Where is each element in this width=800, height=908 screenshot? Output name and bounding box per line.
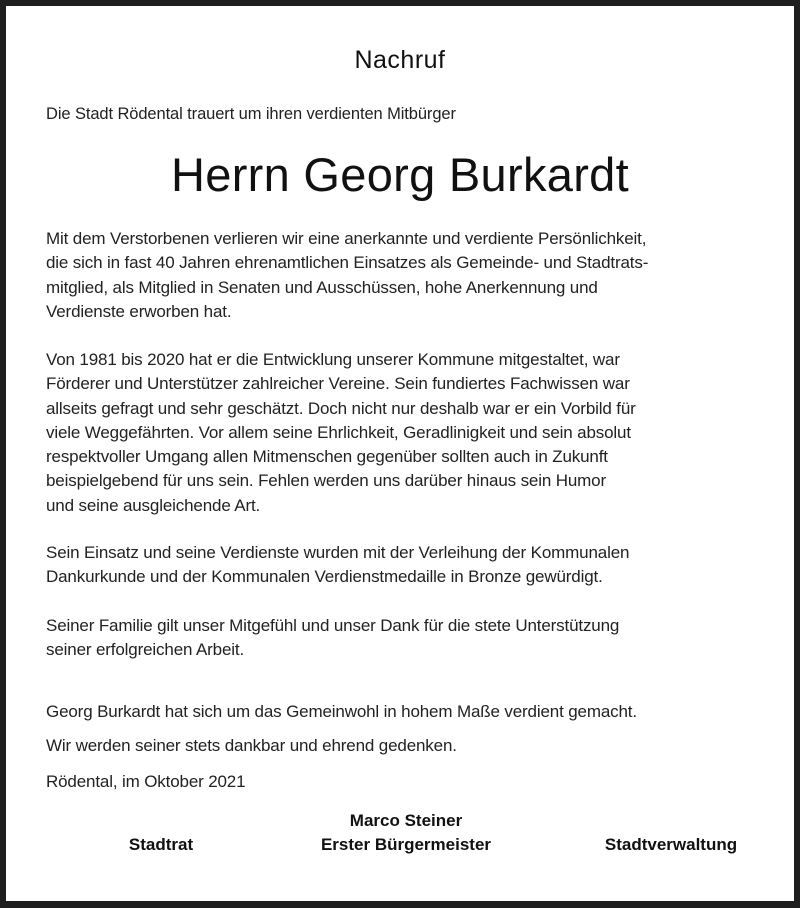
text-line: seiner erfolgreichen Arbeit.: [46, 640, 245, 660]
paragraph-family: [46, 614, 766, 663]
paragraph-career: [46, 348, 766, 518]
paragraph-merit: [46, 700, 766, 724]
text-line: Rödental, im Oktober 2021: [46, 772, 246, 791]
obituary-notice: [6, 6, 794, 901]
text-line: Wir werden seiner stets dankbar und ehrend gedenken.: [46, 736, 457, 755]
text-line: Georg Burkardt hat sich um das Gemeinwohl in hohem Maße verdient gemacht.: [46, 702, 637, 721]
text-line: respektvoller Umgang allen Mitmenschen gegenüber sollten auch in Zukunft: [46, 447, 608, 467]
text-line: allseits gefragt und sehr geschätzt. Doch nicht nur deshalb war er ein Vorbild für: [46, 398, 636, 418]
intro-line: Die Stadt Rödental trauert um ihren verdienten Mitbürger: [46, 105, 456, 123]
signature-stadtrat: Stadtrat: [128, 835, 194, 854]
honoree-name: Herrn Georg Burkardt: [171, 148, 629, 201]
text-line: die sich in fast 40 Jahren ehrenamtlichen Einsatzes als Gemeinde- und Stadtrats-: [46, 253, 649, 273]
text-line: Seiner Familie gilt unser Mitgefühl und unser Dank für die stete Unterstützung: [46, 616, 620, 635]
notice-heading: Nachruf: [354, 46, 446, 74]
paragraph-remembrance: [46, 734, 766, 758]
text-line: viele Weggefährten. Vor allem seine Ehrlichkeit, Geradlinigkeit und sein absolut: [46, 422, 631, 442]
text-line: Mit dem Verstorbenen verlieren wir eine anerkannte und verdiente Persönlichkeit,: [46, 229, 647, 248]
text-line: Von 1981 bis 2020 hat er die Entwicklung unserer Kommune mitgestaltet, war: [46, 350, 620, 369]
text-line: mitglied, als Mitglied in Senaten und Ausschüssen, hohe Anerkennung und: [46, 277, 598, 297]
text-line: Verdienste erworben hat.: [46, 301, 232, 321]
text-line: Dankurkunde und der Kommunalen Verdienstmedaille in Bronze gewürdigt.: [46, 567, 603, 587]
text-line: Sein Einsatz und seine Verdienste wurden mit der Verleihung der Kommunalen: [46, 543, 630, 562]
paragraph-tribute: [46, 227, 766, 324]
signature-mayor-title: Erster Bürgermeister: [320, 835, 492, 854]
signature-mayor-name: Marco Steiner: [349, 811, 463, 830]
text-line: Förderer und Unterstützer zahlreicher Vereine. Sein fundiertes Fachwissen war: [46, 374, 630, 394]
text-line: und seine ausgleichende Art.: [46, 495, 261, 515]
text-line: beispielgebend für uns sein. Fehlen werden uns darüber hinaus sein Humor: [46, 471, 606, 491]
paragraph-honors: [46, 541, 766, 590]
signature-stadtverwaltung: Stadtverwaltung: [604, 835, 738, 854]
place-date: [46, 770, 766, 794]
